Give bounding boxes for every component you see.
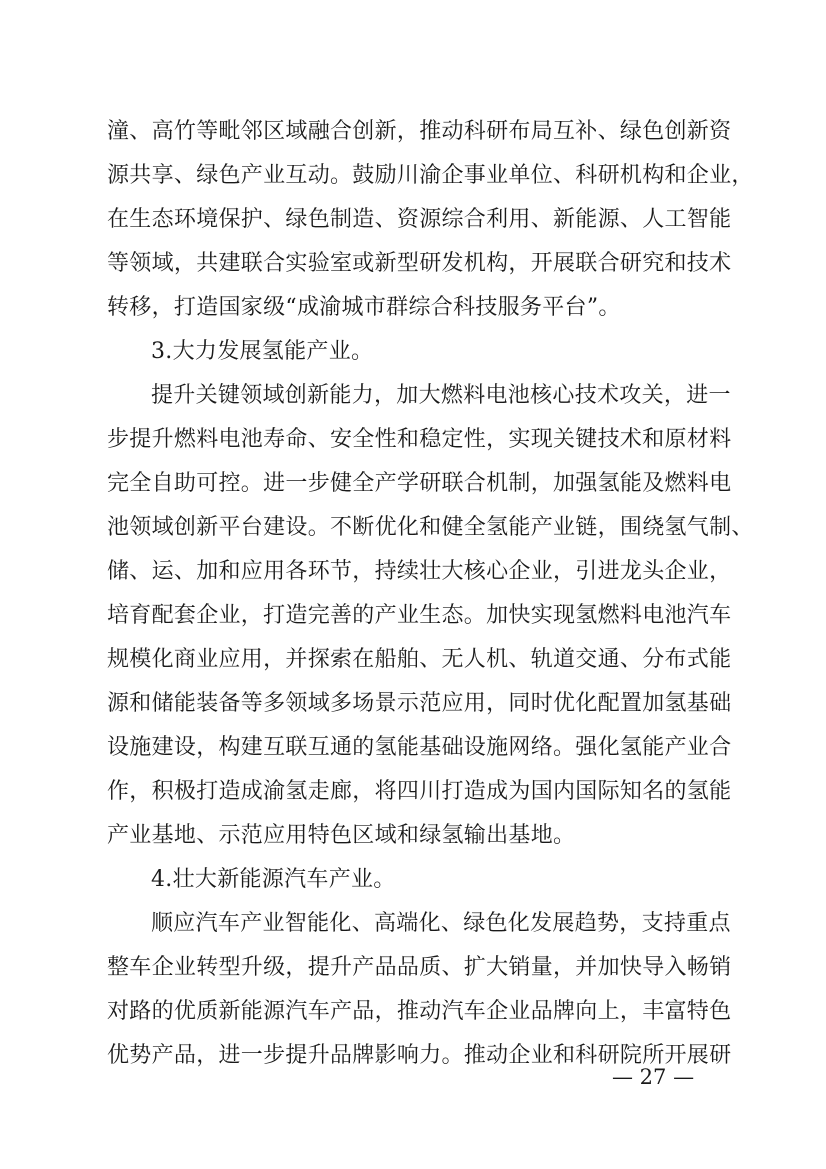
text-line: 产业基地、示范应用特色区域和绿氢输出基地。 <box>107 823 576 848</box>
text-line: 等领域，共建联合实验室或新型研发机构，开展联合研究和技术 <box>107 251 732 276</box>
text-line: 规模化商业应用，并探索在船舶、无人机、轨道交通、分布式能 <box>107 647 732 672</box>
text-line: 设施建设，构建互联互通的氢能基础设施网络。强化氢能产业合 <box>107 735 732 760</box>
text-line: 提升关键领域创新能力，加大燃料电池核心技术攻关，进一 <box>151 383 731 408</box>
text-line: 完全自助可控。进一步健全产学研联合机制，加强氢能及燃料电 <box>107 471 732 496</box>
page-number: — 27 — <box>612 1065 695 1089</box>
section-heading: 4.壮大新能源汽车产业。 <box>151 867 396 892</box>
text-line: 顺应汽车产业智能化、高端化、绿色化发展趋势，支持重点 <box>151 911 731 936</box>
text-line: 培育配套企业，打造完善的产业生态。加快实现氢燃料电池汽车 <box>107 603 732 628</box>
text-line: 优势产品，进一步提升品牌影响力。推动企业和科研院所开展研 <box>107 1043 732 1068</box>
section-heading: 3.大力发展氢能产业。 <box>151 339 374 364</box>
body-text <box>107 110 754 1078</box>
text-line: 步提升燃料电池寿命、安全性和稳定性，实现关键技术和原材料 <box>107 427 732 452</box>
text-line: 源和储能装备等多领域多场景示范应用，同时优化配置加氢基础 <box>107 691 732 716</box>
text-line: 对路的优质新能源汽车产品，推动汽车企业品牌向上，丰富特色 <box>107 999 732 1024</box>
text-line: 储、运、加和应用各环节，持续壮大核心企业，引进龙头企业， <box>107 559 732 584</box>
text-line: 转移，打造国家级“成渝城市群综合科技服务平台”。 <box>107 295 621 320</box>
text-line: 源共享、绿色产业互动。鼓励川渝企事业单位、科研机构和企业， <box>107 163 754 188</box>
text-line: 池领域创新平台建设。不断优化和健全氢能产业链，围绕氢气制、 <box>107 515 754 540</box>
text-line: 在生态环境保护、绿色制造、资源综合利用、新能源、人工智能 <box>107 207 732 232</box>
text-line: 潼、高竹等毗邻区域融合创新，推动科研布局互补、绿色创新资 <box>107 119 732 144</box>
text-line: 作，积极打造成渝氢走廊，将四川打造成为国内国际知名的氢能 <box>107 779 732 804</box>
text-line: 整车企业转型升级，提升产品品质、扩大销量，并加快导入畅销 <box>107 955 732 980</box>
